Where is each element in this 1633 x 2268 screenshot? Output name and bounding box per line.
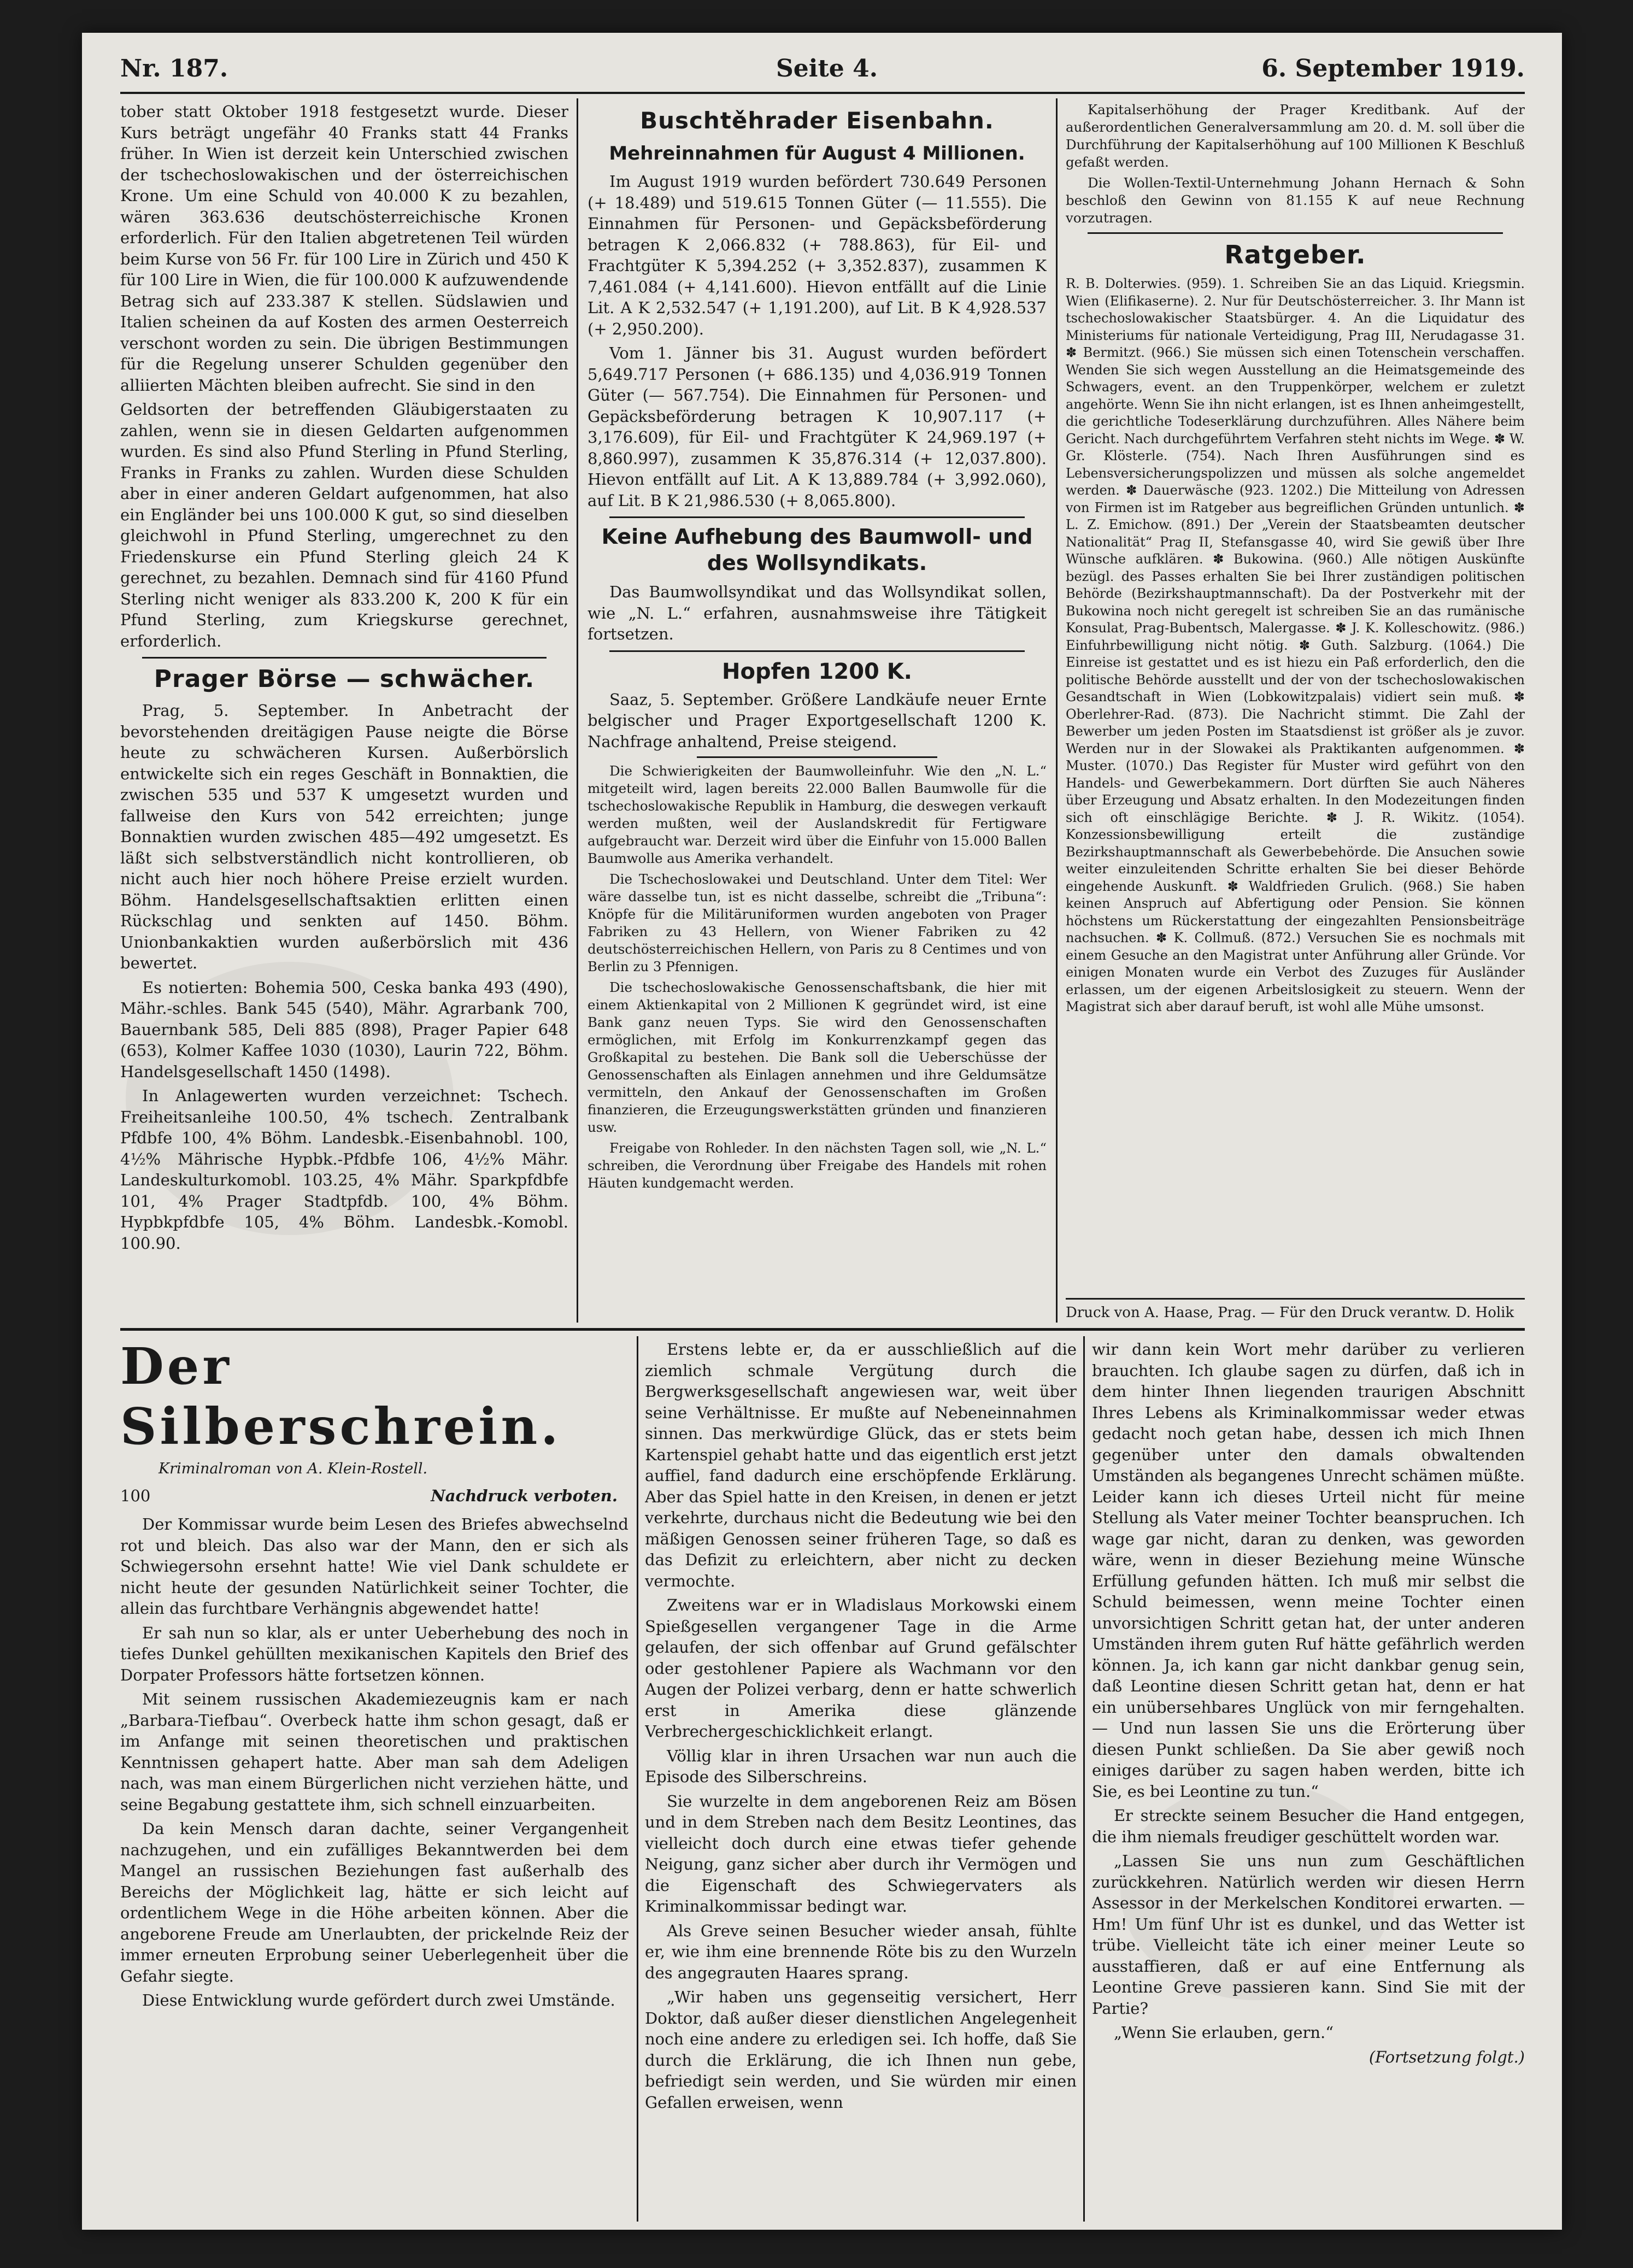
serial-paragraph: Völlig klar in ihren Ursachen war nun auch die Episode des Silberschreins.: [645, 1746, 1077, 1786]
serial-column-3: [1092, 1339, 1525, 2222]
serial-paragraph: „Wir haben uns gegenseitig versichert, Herr Doktor, daß außer dieser dienstlichen Angelegenheit noch eine andere zu erledigen sei. Ich hoffe, daß Sie durch die Erklärung, die ich Ihnen nun gebe, befriedigt sein werden, und Sie würden mir einen Gefallen erweisen, wenn: [645, 1988, 1077, 2112]
article-text: Das Baumwollsyndikat und das Wollsyndikat sollen, wie „N. L.“ erfahren, ausnahmsweise ihre Tätigkeit fortsetzen.: [588, 583, 1047, 643]
serial-column-1: [120, 1336, 628, 2222]
serial-byline: Kriminalroman von A. Klein-Rostell.: [158, 1460, 428, 1477]
article-text: Geldsorten der betreffenden Gläubigerstaaten zu zahlen, wenn sie in diesen Geldarten aufgenommen wurden. Es sind also Pfund Sterling in Pfund Sterling, Franks in Franks zu zahlen. Wurden diese Schulden aber in einer anderen Geldart aufgenommen, hat also ein Engländer bei uns 100.000 K gut, so sind dieselben gleichwohl in Pfund Sterling, umgerechnet zu den Friedenskurse ein Pfund Sterling gleich 24 K gerechnet, zu bezahlen. Demnach sind für 4160 Pfund Sterling nicht weniger als 833.200 K, 200 K für ein Pfund Sterling, zum Kriegskurse gerechnet, erforderlich.: [120, 400, 568, 650]
column-1: [120, 101, 568, 1320]
serial-column-2: [645, 1339, 1077, 2222]
column-divider: [1056, 98, 1058, 1323]
serial-paragraph: Der Kommissar wurde beim Lesen des Briefes abwechselnd rot und bleich. Das also war der Mann, den er sich als Schwiegersohn ersehnt hatte! Wie viel Dank schuldete er nicht heute der gesunden Natürlichkeit seiner Tochter, die allein das furchtbare Verhängnis abgewendet hatte!: [120, 1515, 628, 1618]
column-divider: [577, 98, 578, 1323]
news-item: Kapitalserhöhung der Prager Kreditbank. Auf der außerordentlichen Generalversammlung am 20. d. M. soll über die Durchführung der Kapitalserhöhung auf 100 Millionen K Beschluß gefaßt werden.: [1066, 102, 1525, 170]
issue-number: Nr. 187.: [120, 55, 228, 83]
article-text: Vom 1. Jänner bis 31. August wurden befördert 5,649.717 Personen (+ 686.135) und 4,036.919 Tonnen Güter (— 567.754). Die Einnahmen für Personen- und Gepäcksbeförderung betragen K 10,907.117 (+ 3,176.609), für Eil- und Frachtgüter K 24,969.197 (+ 8,860.997), zusammen K 35,876.314 (+ 12,037.800). Hievon entfällt auf Lit. A K 13,889.784 (+ 3,992.060), auf Lit. B K 21,986.530 (+ 8,065.800).: [588, 344, 1047, 510]
serial-paragraph: „Lassen Sie uns nun zum Geschäftlichen zurückkehren. Natürlich werden wir diesen Herrn Assessor in der Merkelschen Konditorei erwarten. — Hm! Um fünf Uhr ist es dunkel, und das Wetter ist trübe. Vielleicht täte ich einer meiner Leute so ausstaffieren, daß er auf eine Entfernung als Leontine Greve passieren kann. Sind Sie mit der Partie?: [1092, 1852, 1525, 2018]
serial-paragraph: Er streckte seinem Besucher die Hand entgegen, die ihm niemals freudiger geschüttelt worden war.: [1092, 1806, 1525, 1846]
continuation-note: (Fortsetzung folgt.): [1368, 2047, 1525, 2066]
serial-paragraph: Diese Entwicklung wurde gefördert durch zwei Umstände.: [142, 1991, 615, 2010]
serial-paragraph: Da kein Mensch daran dachte, seiner Vergangenheit nachzugehen, und ein zufälliges Bekanntwerden bei dem Mangel an russischen Beziehungen fast außerhalb des Bereichs der Möglichkeit lag, hätte er sich leicht auf ordentlichem Wege in die Höhe arbeiten können. Aber die angeborene Freude am Unerlaubten, der prickelnde Reiz der immer erneuten Erprobung seiner Ueberlegenheit über die Gefahr siegte.: [120, 1819, 628, 1985]
article-separator: [609, 650, 1025, 652]
advice-column-text: R. B. Dolterwies. (959). 1. Schreiben Sie an das Liquid. Kriegsmin. Wien (Elifikaserne). 2. Nur für Deutschösterreicher. 3. Ihr Mann ist tschechoslowakischer Staatsbürger. 4. An die Liquidatur des Ministeriums für nationale Verteidigung, Prag III, Nerudagasse 31. ✽ Bermitzt. (966.) Sie müssen sich einen Totenschein verschaffen. Wenden Sie sich wegen Ausstellung an die Heimatsgemeinde des Schwagers, event. an den Truppenkörper, welchem er zuletzt angehörte. Wenn Sie ihn nicht erlangen, ist es Ihnen anheimgestellt, die gerichtliche Todeserklärung durchzuführen. Alles Nähere beim Gericht. Nach durchgeführtem Verfahren steht nichts im Wege. ✽ W. Gr. Klösterle. (754). Nach Ihren Ausführungen sind es Lebensversicherungspolizzen und müssen als solche angemeldet werden. ✽ Dauerwäsche (923. 1202.) Die Mitteilung von Adressen von Firmen ist im Ratgeber aus begreiflichen Gründen untunlich. ✽ L. Z. Emichow. (891.) Der „Verein der Staatsbeamten deutscher Nationalität“ Prag II, Stefansgasse 40, wird Sie gewiß über Ihre Wünsche aufklären. ✽ Bukowina. (960.) Alle nötigen Auskünfte bezügl. des Passes erhalten Sie bei Ihrer zuständigen politischen Behörde (Bezirkshauptmannschaft). Da der Postverkehr mit der Bukowina noch nicht geregelt ist schreiben Sie an das rumänische Konsulat, Prag-Bubentsch, Malergasse. ✽ J. K. Kolleschowitz. (986.) Einfuhrbewilligung nicht nötig. ✽ Guth. Salzburg. (1064.) Die Einreise ist gestattet und es ist hiezu ein Paß erforderlich, den die politische Behörde ausstellt und der von der tschechoslowakischen Gesandtschaft in Wien (Lobkowitzpalais) vidiert sein muß. ✽ Oberlehrer-Rad. (873). Die Nachricht stimmt. Die Zahl der Bewerber um jeden Posten im Staatsdienst ist größer als je zuvor. Werden nur in der Slowakei als Praktikanten aufgenommen. ✽ Muster. (1070.) Das Register für Muster wird geführt von den Handels- und Gewerbekammern. Dort dürften Sie auch Näheres über Erzeugung und Absatz erhalten. In den Modezeitungen finden sich oft einschlägige Berichte. ✽ J. R. Wikitz. (1054). Konzessionsbewilligung erteilt die zuständige Bezirkshauptmannschaft als Gewerbebehörde. Die Ansuchen sowie weiter einzuleitenden Schritte erhalten Sie bei dieser Behörde eingehende Auskunft. ✽ Waldfrieden Grulich. (968.) Sie haben keinen Anspruch auf Abfertigung oder Pension. Sie können höchstens um Rückerstattung der eingezahlten Pensionsbeiträge nachsuchen. ✽ K. Collmuß. (872.) Versuchen Sie es nochmals mit einem Gesuche an den Magistrat unter Anführung aller Gründe. Vor einigen Monaten wurde ein Verbot des Zuzuges für Ausländer erlassen, um der eigenen Arbeitslosigkeit zu steuern. Wenn der Magistrat sich aber darauf beruft, ist wohl alle Mühe umsonst.: [1066, 276, 1525, 1014]
article-text: Saaz, 5. September. Größere Landkäufe neuer Ernte belgischer und Prager Exportgesellschaft 1200 K. Nachfrage anhaltend, Preise steigend.: [588, 690, 1047, 751]
news-item: Die Tschechoslowakei und Deutschland. Unter dem Titel: Wer wäre dasselbe tun, ist es nicht dasselbe, schreibt die „Tribuna“: Knöpfe für die Militäruniformen wurden angeboten von Prager Fabriken zu 43 Hellern, von Wiener Fabriken zu 42 deutschösterreichischen Hellern, von Paris zu 8 Centimes und von Berlin zu 3 Pfennigen.: [588, 871, 1047, 974]
article-separator: [609, 516, 1025, 518]
article-separator: [142, 657, 547, 659]
article-text: tober statt Oktober 1918 festgesetzt wurde. Dieser Kurs beträgt ungefähr 40 Franks statt 44 Franks früher. In Wien ist derzeit kein Unterschied zwischen der tschechoslowakischen und der österreichischen Krone. Um eine Schuld von 40.000 K zu bezahlen, wären 363.636 deutschösterreichische Kronen erforderlich. Für den Italien abgetretenen Teil würden beim Kurse von 56 Fr. für 100 Lire in Zürich und 450 K für 100 Lire in Wien, die für 100.000 K aufzuwendende Betrag sich auf 233.387 K stellen. Südslawien und Italien scheinen da auf Kosten des armen Oesterreich verschont worden zu sein. Die übrigen Bestimmungen für die Regelung unserer Schulden gegenüber den alliierten Mächten bleiben aufrecht. Sie sind in den: [120, 102, 568, 395]
serial-paragraph: Er sah nun so klar, als er unter Ueberhebung des noch in tiefes Dunkel gehüllten mexikanischen Kapitels den Brief des Dorpater Professors hätte fortsetzen können.: [120, 1623, 628, 1684]
advice-headline: Ratgeber.: [1224, 240, 1366, 269]
column-2: [588, 101, 1047, 1320]
article-text: In Anlagewerten wurden verzeichnet: Tschech. Freiheitsanleihe 100.50, 4% tschech. Zentralbank Pfdbfe 100, 4% Böhm. Landesbk.-Eisenbahnobl. 100, 4½% Mährische Hypbk.-Pfdbfe 106, 4½% Mähr. Landeskulturkomobl. 103.25, 4% Mähr. Sparkpfdbfe 101, 4% Prager Stadtpfdb. 100, 4% Böhm. Hypbkpfdbfe 105, 4% Böhm. Landesbk.-Komobl. 100.90.: [120, 1086, 568, 1253]
imprint-rule: [1066, 1298, 1525, 1300]
hops-headline: Hopfen 1200 K.: [722, 659, 912, 684]
serial-paragraph: wir dann kein Wort mehr darüber zu verlieren brauchten. Ich glaube sagen zu dürfen, daß ich in dem hinter Ihnen liegenden traurigen Abschnitt Ihres Lebens als Kriminalkommissar weder etwas gedacht noch getan habe, dessen ich mich Ihnen gegenüber unter den damals obwaltenden Umständen als begangenes Unrecht schämen müßte. Leider kann ich dieses Urteil nicht für meine Stellung als Vater meiner Tochter beanspruchen. Ich wage gar nicht, daran zu denken, was geworden wäre, wenn in dieser Beziehung meine Wünsche Erfüllung gefunden hätten. Ich muß mir selbst die Schuld beimessen, wenn meine Tochter einen unvorsichtigen Schritt getan hat, der unter anderen Umständen ihrem guten Ruf hätte gefährlich werden können. Ja, ich kann gar nicht dankbar genug sein, daß Leontine diesen Schritt getan hat, denn er hat ein unübersehbares Unglück von mir ferngehalten. — Und nun lassen Sie uns die Erörterung über diesen Punkt schließen. Da Sie aber gewiß noch einiges darüber zu sagen haben werden, bitte ich Sie, es bei Leontine zu tun.“: [1092, 1340, 1525, 1801]
page-number: Seite 4.: [776, 55, 878, 83]
news-item: Freigabe von Rohleder. In den nächsten Tagen soll, wie „N. L.“ schreiben, die Verordnung über Freigabe des Handels mit rohen Häuten kundgemacht werden.: [588, 1140, 1047, 1191]
railway-subheadline: Mehreinnahmen für August 4 Millionen.: [609, 143, 1025, 164]
serial-installment-row: [120, 1485, 628, 1507]
article-separator: [697, 756, 937, 758]
boerse-headline: Prager Börse — schwächer.: [154, 665, 535, 693]
article-text: Prag, 5. September. In Anbetracht der bevorstehenden dreitägigen Pause neigte die Börse heute zu schwächeren Kursen. Außerbörslich entwickelte sich ein reges Geschäft in Bonnaktien, die zwischen 535 und 537 K umgesetzt wurden und fallweise den Kurs von 542 erreichten; junge Bonnaktien wurden zwischen 485—492 umgesetzt. Es läßt sich selbstverständlich nicht kontrollieren, ob nicht auch hier noch höhere Preise erzielt wurden. Böhm. Handelsgesellschaftsaktien erlitten einen Rückschlag und senkten auf 1450. Böhm. Unionbankaktien wurden außerbörslich mit 436 bewertet.: [120, 701, 568, 972]
railway-headline: Buschtěhrader Eisenbahn.: [640, 107, 994, 134]
column-divider: [637, 1336, 638, 2222]
news-item: Die Wollen-Textil-Unternehmung Johann Hernach & Sohn beschloß den Gewinn von 81.155 K auf neue Rechnung vorzutragen.: [1066, 175, 1525, 226]
newspaper-page: [82, 33, 1562, 2230]
news-item: Die tschechoslowakische Genossenschaftsbank, die hier mit einem Aktienkapital von 2 Millionen K gegründet wird, ist eine Bank ganz neuen Typs. Sie wird den Genossenschaften ermöglichen, mit Erfolg im Konkurrenzkampf gegen das Großkapital zu bestehen. Die Bank soll die Ueberschüsse der Genossenschaften als Einlagen annehmen und ihre Geldumsätze vermitteln, den Ankauf der Genossenschaften im Großen finanzieren, die Erzeugungswerkstätten gründen und finanzieren usw.: [588, 979, 1047, 1135]
serial-paragraph: Mit seinem russischen Akademiezeugnis kam er nach „Barbara-Tiefbau“. Overbeck hatte ihm schon gesagt, daß er im Anfange mit seinen theoretischen und praktischen Kenntnissen gehapert hatte. Aber man sah dem Adeligen nach, was man einem Bürgerlichen nicht verziehen hätte, und seine Begabung gestattete ihm, sich schnell einzuarbeiten.: [120, 1690, 628, 1814]
serial-paragraph: „Wenn Sie erlauben, gern.“: [1114, 2023, 1334, 2042]
issue-date: 6. September 1919.: [1261, 55, 1525, 83]
header-rule: [120, 92, 1525, 94]
serial-title: Der Silberschrein.: [120, 1337, 562, 1456]
serial-paragraph: Erstens lebte er, da er ausschließlich auf die ziemlich schmale Vergütung durch die Bergwerksgesellschaft angewiesen war, weit über seine Verhältnisse. Er mußte auf Nebeneinnahmen sinnen. Das merkwürdige Glück, das er stets beim Kartenspiel gehabt hatte und das eigentlich erst jetzt auffiel, fand dadurch eine erschöpfende Erklärung. Aber das Spiel hatte in den Kreisen, in denen er jetzt verkehrte, durchaus nicht die Bedeutung wie bei den mäßigen Genossen seiner früheren Tage, so daß es das Defizit zu erleichtern, aber nicht zu decken vermochte.: [645, 1340, 1077, 1590]
page-header: [120, 49, 1525, 87]
feuilleton-rule: [120, 1328, 1525, 1331]
article-separator: [1088, 232, 1503, 234]
reprint-notice: Nachdruck verboten.: [431, 1486, 618, 1505]
column-divider: [1083, 1336, 1085, 2222]
article-text: Es notierten: Bohemia 500, Ceska banka 493 (490), Mähr.-schles. Bank 545 (540), Mähr. Agrarbank 700, Bauernbank 585, Deli 885 (898), Prager Papier 648 (653), Kolmer Kaffee 1030 (1030), Laurin 722, Böhm. Handelsgesellschaft 1450 (1498).: [120, 978, 568, 1081]
syndicate-headline: Keine Aufhebung des Baumwoll- und des Wollsyndikats.: [601, 525, 1033, 575]
column-3: [1066, 101, 1525, 1298]
installment-number: 100: [120, 1486, 151, 1505]
article-text: Im August 1919 wurden befördert 730.649 Personen (+ 18.489) und 519.615 Tonnen Güter (— 11.555). Die Einnahmen für Personen- und Gepäcksbeförderung betragen K 2,066.832 (+ 788.863), für Eil- und Frachtgüter K 5,394.252 (+ 3,352.837), zusammen K 7,461.084 (+ 4,141.600). Hievon entfällt auf die Linie Lit. A K 2,532.547 (+ 1,191.200), auf Lit. B K 4,928.537 (+ 2,950.200).: [588, 172, 1047, 338]
news-item: Die Schwierigkeiten der Baumwolleinfuhr. Wie den „N. L.“ mitgeteilt wird, lagen bereits 22.000 Ballen Baumwolle für die tschechoslowakische Republik in Hamburg, die deswegen verkauft werden mußten, weil der Auslandskredit für Fertigware aufgebraucht war. Derzeit wird über die Einfuhr von 15.000 Ballen Baumwolle aus Amerika verhandelt.: [588, 763, 1047, 866]
imprint: Druck von A. Haase, Prag. — Für den Druck verantw. D. Holik: [1066, 1305, 1514, 1321]
serial-paragraph: Zweitens war er in Wladislaus Morkowski einem Spießgesellen vergangener Tage in die Arme gelaufen, der sich offenbar auf Grund gefälschter oder gestohlener Papiere als Wachmann vor den Augen der Polizei verbarg, denn er hatte schwerlich erst in Amerika diese glänzende Verbrechergeschicklichkeit erlangt.: [645, 1596, 1077, 1741]
serial-paragraph: Sie wurzelte in dem angeborenen Reiz am Bösen und in dem Streben nach dem Besitz Leontines, das vielleicht doch durch eine etwas tiefer gehende Neigung, ganz sicher aber durch ihr Vermögen und die Eigenschaft des Schwiegervaters als Kriminalkommissar bedingt war.: [645, 1791, 1077, 1916]
serial-paragraph: Als Greve seinen Besucher wieder ansah, fühlte er, wie ihm eine brennende Röte bis zu den Wurzeln des angegrauten Haares sprang.: [645, 1921, 1077, 1982]
